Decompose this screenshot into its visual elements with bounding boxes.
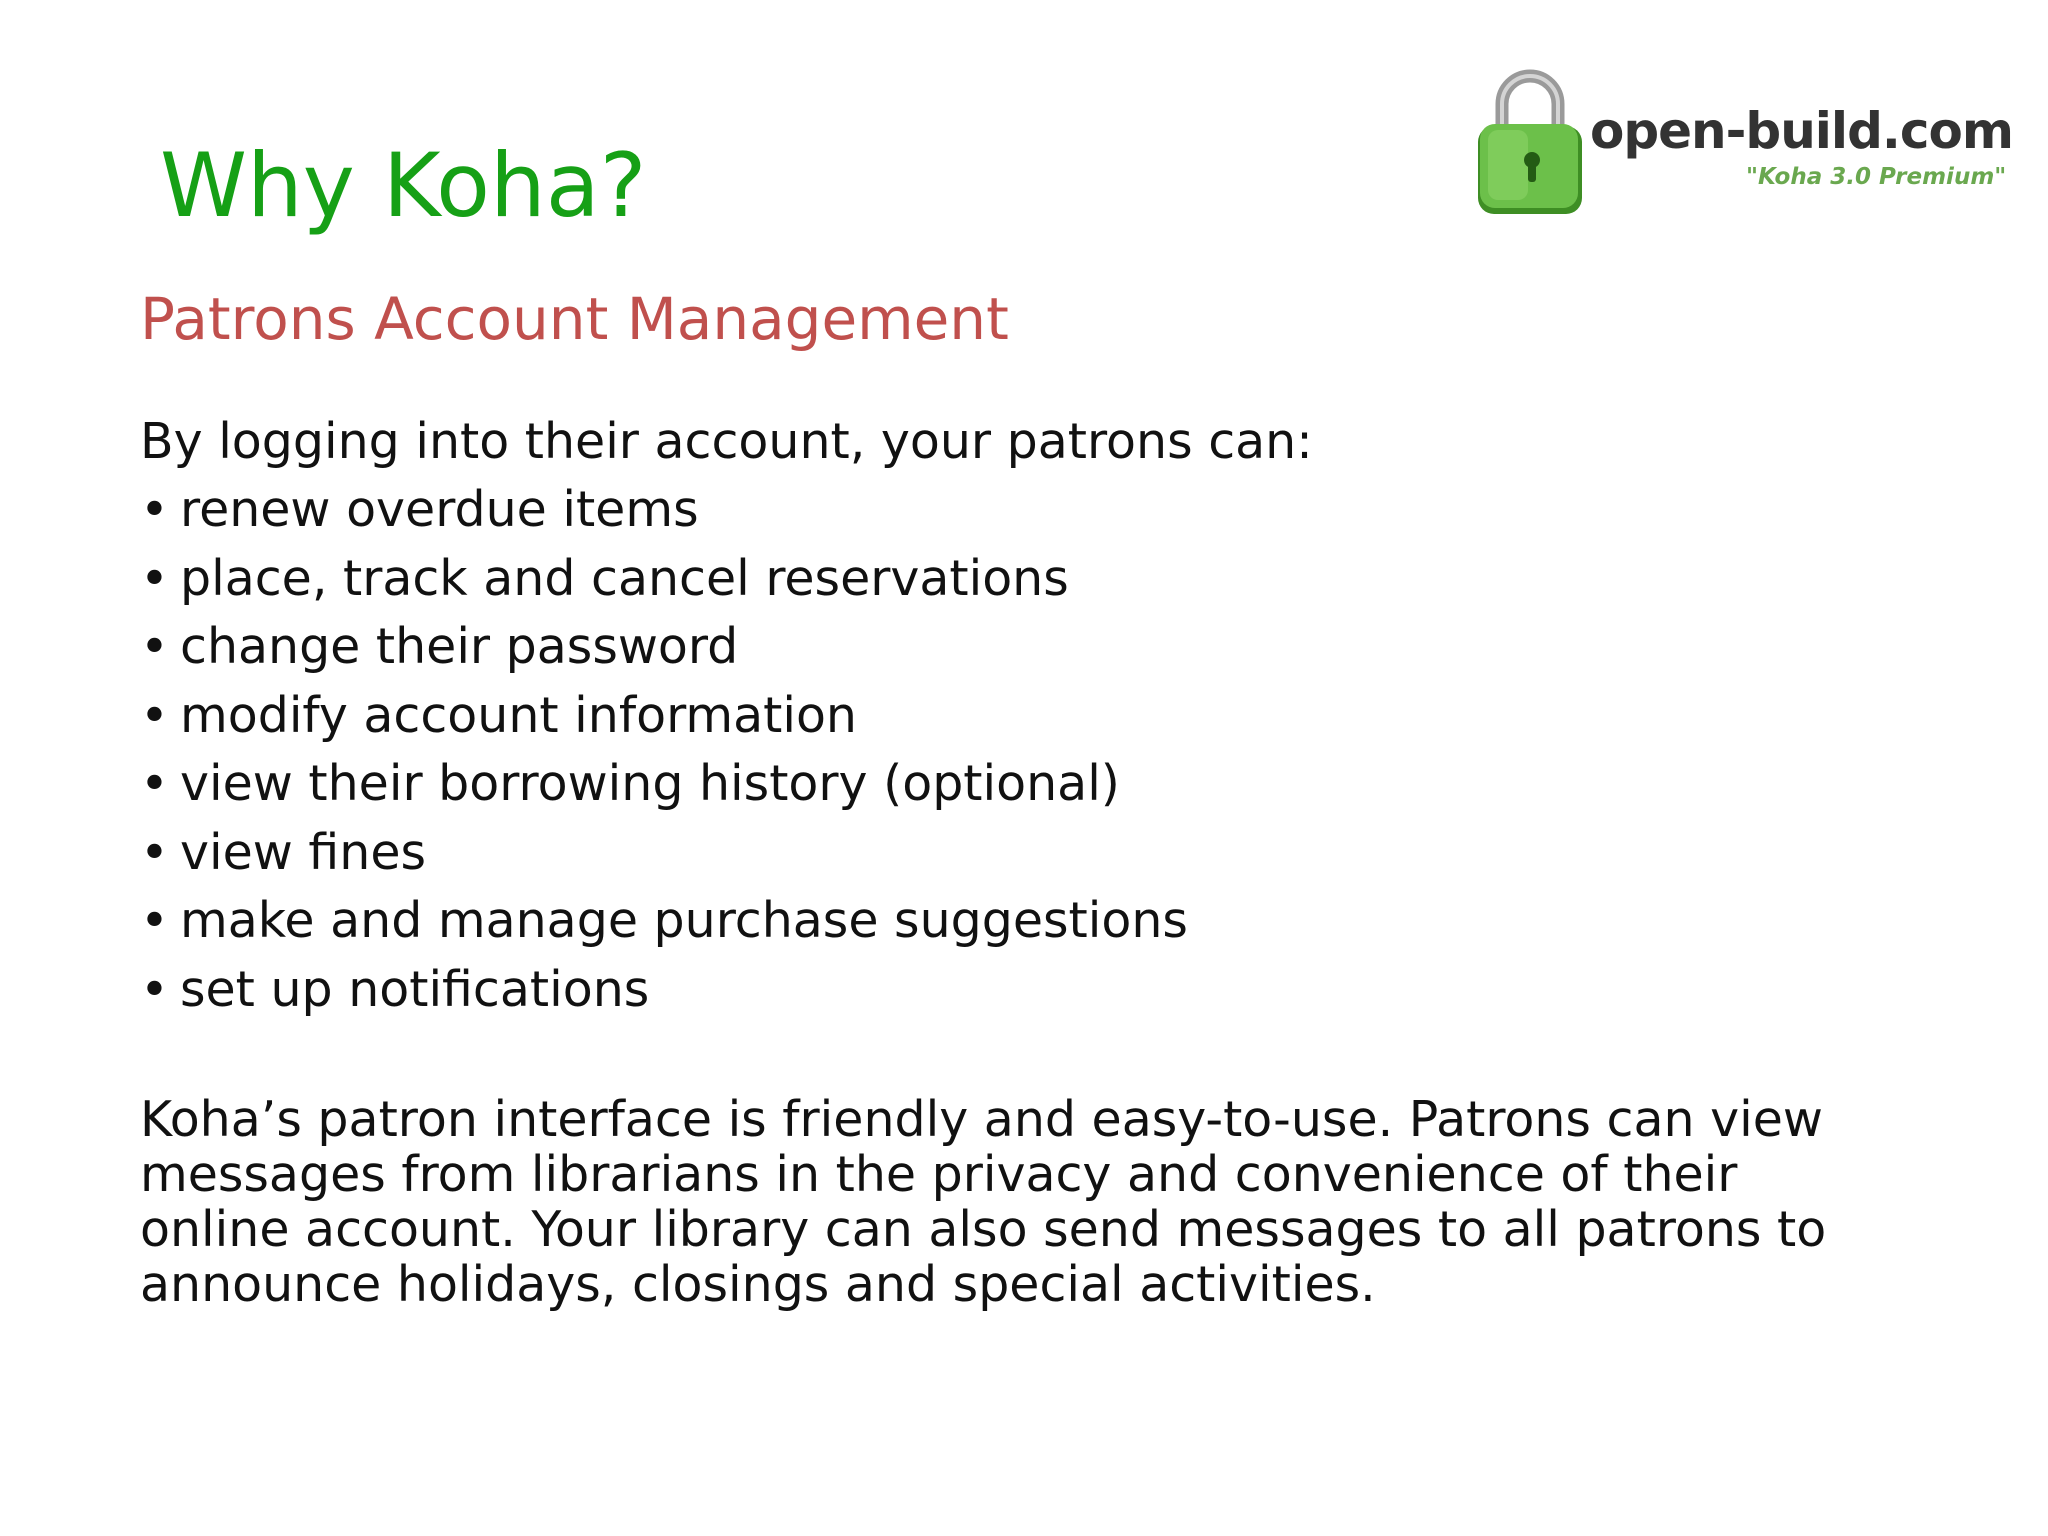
list-item — [140, 750, 1188, 819]
list-item-text: renew overdue items — [180, 481, 699, 538]
list-item-text: change their password — [180, 618, 739, 675]
list-item — [140, 887, 1188, 956]
feature-list — [140, 476, 1188, 1024]
bullet: • — [140, 549, 169, 607]
padlock-icon — [1470, 60, 1590, 220]
bullet: • — [140, 686, 169, 744]
list-item — [140, 613, 1188, 682]
bullet: • — [140, 823, 169, 881]
section-subtitle: Patrons Account Management — [140, 285, 1009, 353]
bullet: • — [140, 481, 169, 538]
list-item-text: place, track and cancel reservations — [180, 549, 1069, 607]
bullet: • — [140, 960, 169, 1018]
logo-tagline: "Koha 3.0 Premium" — [1746, 164, 2007, 190]
list-item-text: make and manage purchase suggestions — [180, 892, 1188, 949]
list-item-text: view their borrowing history (optional) — [180, 755, 1120, 812]
bullet: • — [140, 755, 169, 812]
list-item — [140, 819, 1188, 888]
intro-text: By logging into their account, your patrons can: — [140, 413, 1313, 470]
list-item — [140, 545, 1188, 614]
bullet: • — [140, 892, 169, 949]
list-item — [140, 682, 1188, 751]
list-item — [140, 476, 1188, 545]
slide-title: Why Koha? — [160, 134, 647, 237]
list-item — [140, 956, 1188, 1025]
bullet: • — [140, 618, 169, 675]
open-build-logo — [1470, 60, 2013, 220]
description-paragraph: Koha’s patron interface is friendly and easy-to-use. Patrons can view messages from librarians in the privacy and convenience of their online account. Your library can also send messages to all patrons to announce holidays, closings and special activities. — [140, 1091, 1827, 1313]
logo-name: open-build.com — [1590, 102, 2013, 160]
list-item-text: view fines — [180, 823, 427, 881]
list-item-text: set up notifications — [180, 960, 650, 1018]
list-item-text: modify account information — [180, 686, 857, 744]
